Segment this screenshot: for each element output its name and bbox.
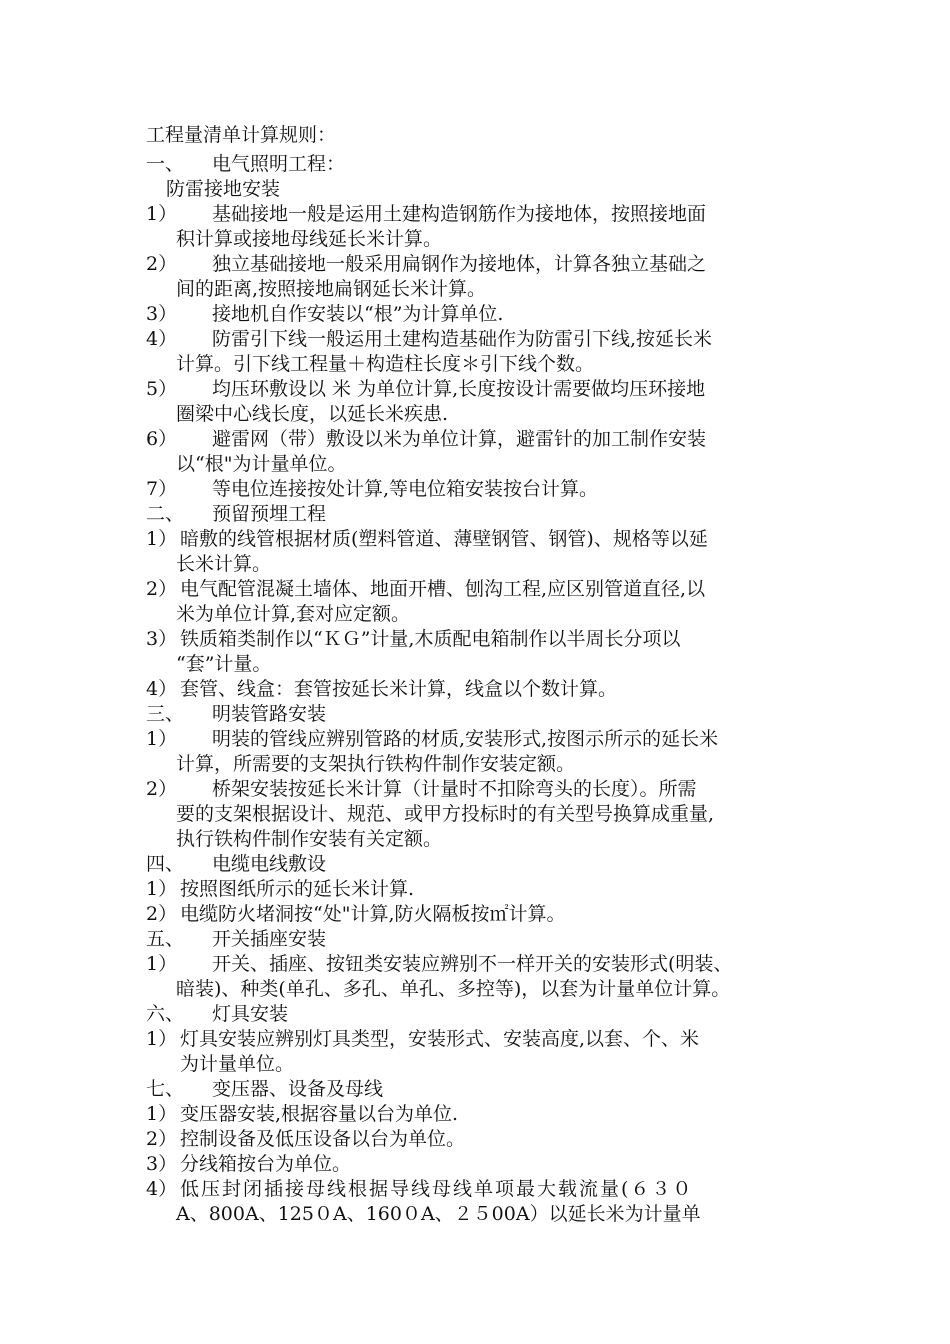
item-number: 1） [146,1103,178,1125]
item-number: 6） [146,428,178,450]
item-text: 基础接地一般是运用土建构造钢筋作为接地体，按照接地面 [212,203,707,225]
item-text-continued: 积计算或接地母线延长米计算。 [176,228,443,250]
item-text-continued: 圈梁中心线长度，以延长米疾患. [176,403,449,425]
section-heading: 灯具安装 [212,1003,289,1025]
section-heading: 开关插座安装 [212,928,327,950]
item-number: 2） [146,778,178,800]
item-text: 控制设备及低压设备以台为单位。 [180,1128,466,1150]
item-number: 1） [146,1028,178,1050]
item-text: 均压环敷设以 米 为单位计算,长度按设计需要做均压环接地 [212,378,706,400]
item-number: 2） [146,253,178,275]
item-text: 电气配管混凝土墙体、地面开槽、刨沟工程,应区别管道直径,以 [180,578,706,600]
section-number: 一、 [146,153,185,175]
item-text-continued: 暗装)、种类(单孔、多孔、单孔、多控等)，以套为计量单位计算。 [176,978,731,1000]
item-text-continued: 要的支架根据设计、规范、或甲方投标时的有关型号换算成重量, [176,803,715,825]
item-number: 4） [146,678,178,700]
item-text: 防雷引下线一般运用土建构造基础作为防雷引下线,按延长米 [212,328,713,350]
item-text: 等电位连接按处计算,等电位箱安装按台计算。 [212,478,599,500]
item-number: 4） [146,328,178,350]
item-text: 接地机自作安装以“根”为计算单位. [212,303,504,325]
item-number: 1） [146,728,178,750]
item-text-continued: 执行铁构件制作安装有关定额。 [176,828,443,850]
section-heading: 明装管路安装 [212,703,327,725]
subsection-heading: 防雷接地安装 [166,178,281,200]
item-text: 暗敷的线管根据材质(塑料管道、薄壁钢管、钢管)、规格等以延 [180,528,708,550]
item-number: 3） [146,628,178,650]
item-number: 3） [146,303,178,325]
section-number: 七、 [146,1078,185,1100]
section-number: 六、 [146,1003,185,1025]
item-text: 桥架安装按延长米计算（计量时不扣除弯头的长度）。所需 [212,778,697,800]
item-number: 1） [146,528,178,550]
item-text-continued: A、800A、125０A、160０A、２５00A）以延长米为计量单 [176,1203,701,1225]
item-text: 避雷网（带）敷设以米为单位计算，避雷针的加工制作安装 [212,428,707,450]
item-number: 2） [146,903,178,925]
document-title: 工程量清单计算规则： [146,124,337,146]
section-number: 二、 [146,503,185,525]
item-text: 明装的管线应辨别管路的材质,安装形式,按图示所示的延长米 [212,728,719,750]
item-number: 7） [146,478,178,500]
item-text-continued: 米为单位计算,套对应定额。 [176,603,411,625]
section-heading: 变压器、设备及母线 [212,1078,384,1100]
section-number: 四、 [146,853,185,875]
item-text-continued: 计算，所需要的支架执行铁构件制作安装定额。 [176,753,576,775]
item-text: 分线箱按台为单位。 [180,1153,352,1175]
item-text: 按照图纸所示的延长米计算. [180,878,415,900]
item-text-continued: “套”计量。 [176,653,272,675]
item-number: 5） [146,378,178,400]
item-text: 灯具安装应辨别灯具类型，安装形式、安装高度,以套、个、米 [180,1028,700,1050]
item-number: 1） [146,953,178,975]
item-number: 2） [146,1128,178,1150]
item-text-continued: 以“根"为计量单位。 [176,453,347,475]
item-number: 1） [146,878,178,900]
item-text: 变压器安装,根据容量以台为单位. [180,1103,459,1125]
item-number: 3） [146,1153,178,1175]
item-text-continued: 长米计算。 [176,553,272,575]
item-number: 2） [146,578,178,600]
item-text-continued: 间的距离,按照接地扁钢延长米计算。 [176,278,487,300]
item-text: 低压封闭插接母线根据导线母线单项最大载流量(６３０ [180,1178,694,1200]
item-number: 1） [146,203,178,225]
item-text-continued: 为计量单位。 [180,1053,295,1075]
section-heading: 电缆电线敷设 [212,853,327,875]
item-text: 套管、线盒：套管按延长米计算，线盒以个数计算。 [180,678,618,700]
section-heading: 预留预埋工程 [212,503,327,525]
item-text: 铁质箱类制作以“ＫＧ”计量,木质配电箱制作以半周长分项以 [180,628,681,650]
section-heading: 电气照明工程： [212,153,346,175]
item-text-continued: 计算。引下线工程量＋构造柱长度＊引下线个数。 [176,353,595,375]
item-text: 电缆防火堵洞按“处"计算,防火隔板按㎡计算。 [180,903,566,925]
item-number: 4） [146,1178,178,1200]
item-text: 独立基础接地一般采用扁钢作为接地体，计算各独立基础之 [212,253,707,275]
section-number: 五、 [146,928,185,950]
item-text: 开关、插座、按钮类安装应辨别不一样开关的安装形式(明装、 [212,953,733,975]
section-number: 三、 [146,703,185,725]
